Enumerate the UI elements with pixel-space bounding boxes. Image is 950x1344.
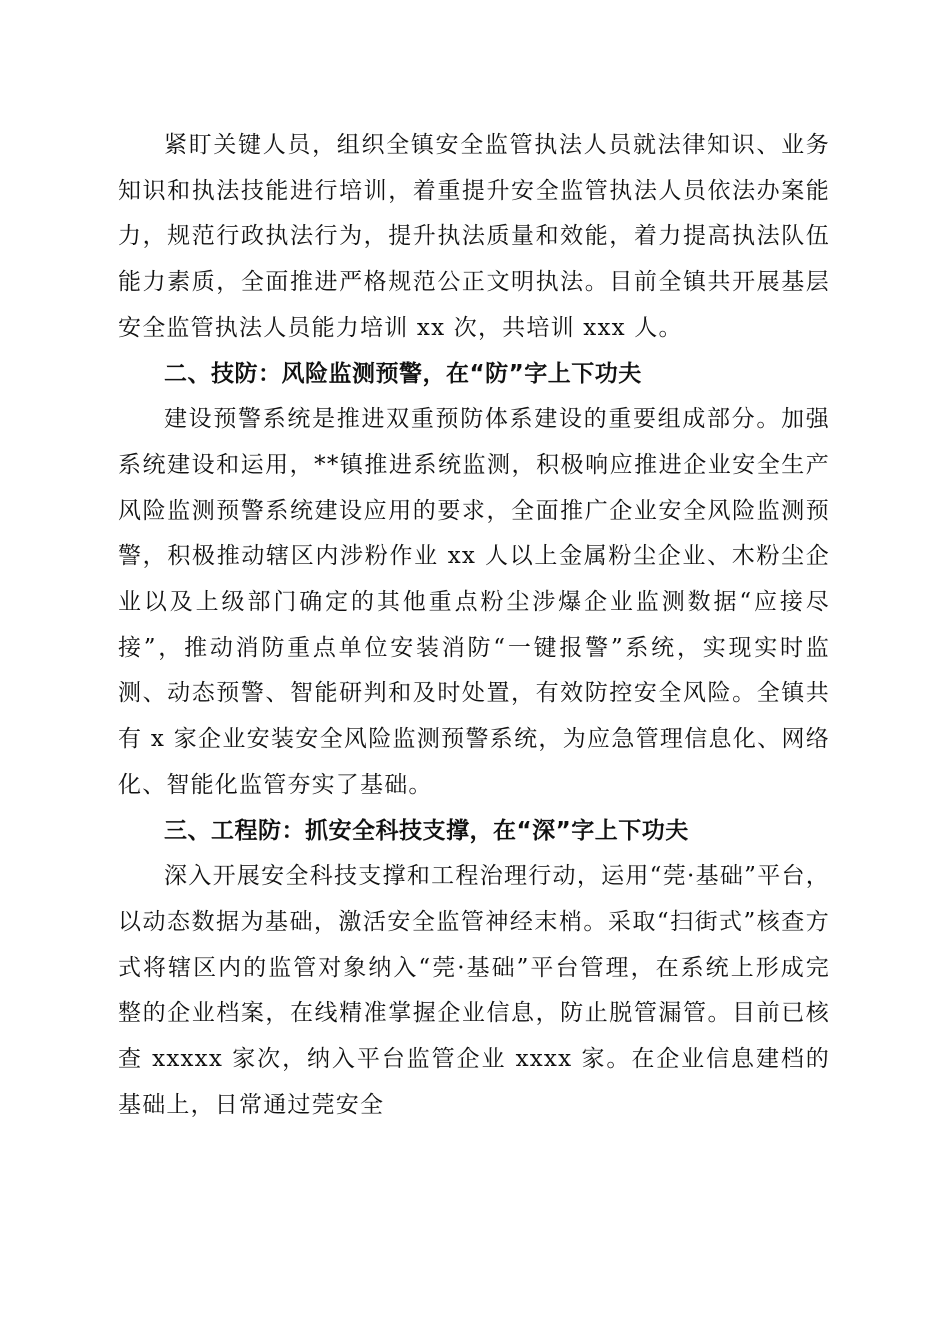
paragraph-training: 紧盯关键人员，组织全镇安全监管执法人员就法律知识、业务知识和执法技能进行培训，着重提升安全监管执法人员依法办案能力，规范行政执法行为，提升执法质量和效能，着力提高执法队伍能力素质，全面推进严格规范公正文明执法。目前全镇共开展基层安全监管执法人员能力培训 xx 次，共培训 xxx 人。 [118,132,830,341]
section-heading-tech-defense: 二、技防：风险监测预警，在“防”字上下功夫 [164,360,642,387]
document-body [118,123,830,1128]
section-heading-engineering-defense: 三、工程防：抓安全科技支撑，在“深”字上下功夫 [164,817,689,844]
paragraph-warning-system: 建设预警系统是推进双重预防体系建设的重要组成部分。加强系统建设和运用，**镇推进系统监测，积极响应推进企业安全生产风险监测预警系统建设应用的要求，全面推广企业安全风险监测预警，积极推动辖区内涉粉作业 xx 人以上金属粉尘企业、木粉尘企业以及上级部门确定的其他重点粉尘涉爆企业监测数据“应接尽接”，推动消防重点单位安装消防“一键报警”系统，实现实时监测、动态预警、智能研判和及时处置，有效防控安全风险。全镇共有 x 家企业安装安全风险监测预警系统，为应急管理信息化、网络化、智能化监管夯实了基础。 [118,406,830,798]
paragraph-platform: 深入开展安全科技支撑和工程治理行动，运用“莞·基础”平台，以动态数据为基础，激活安全监管神经末梢。采取“扫街式”核查方式将辖区内的监管对象纳入“莞·基础”平台管理，在系统上形成完整的企业档案，在线精准掌握企业信息，防止脱管漏管。目前已核查 xxxxx 家次，纳入平台监管企业 xxxx 家。在企业信息建档的基础上，日常通过莞安全 [118,863,830,1118]
